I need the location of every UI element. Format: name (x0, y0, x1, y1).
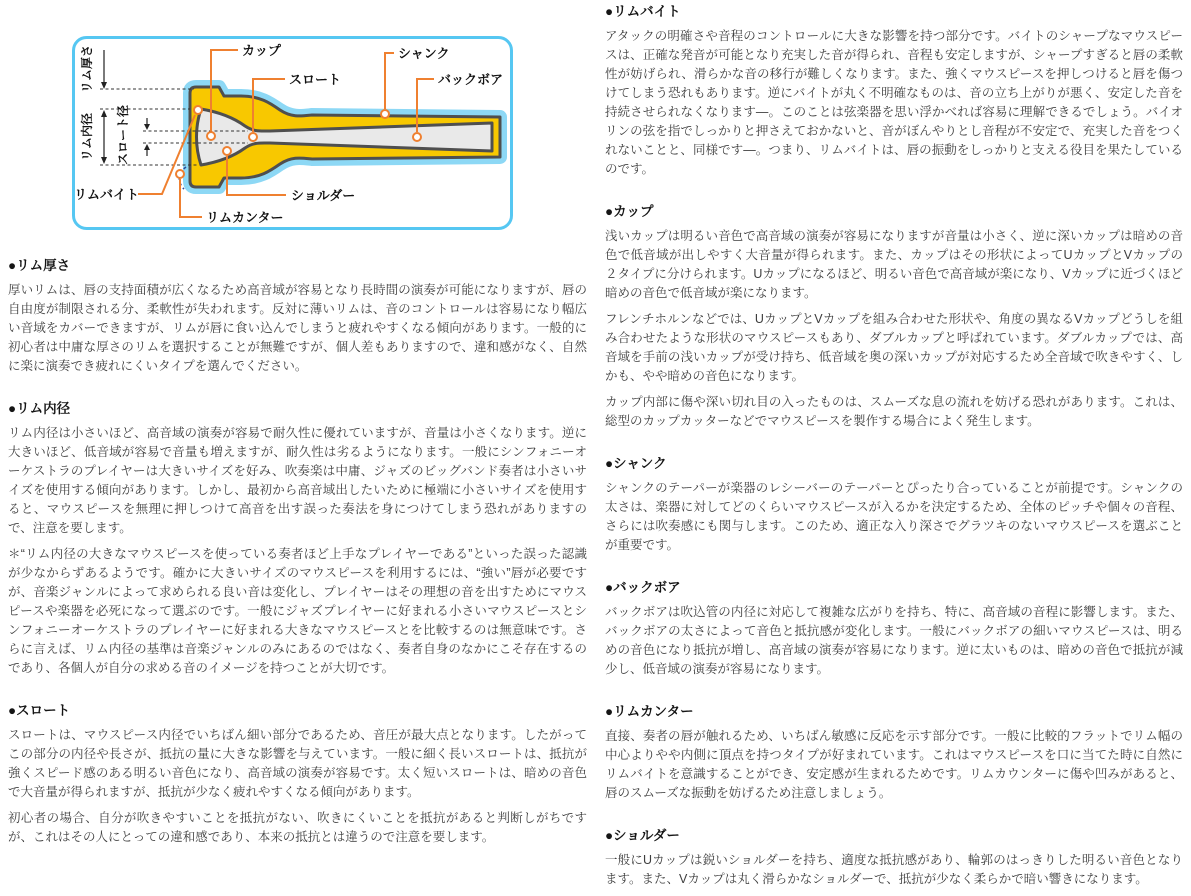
rim-thickness-label: リム厚さ (80, 44, 94, 94)
mouthpiece-diagram (72, 36, 513, 230)
section-paragraph: スロートは、マウスピース内径でいちばん細い部分であるため、音圧が最大点となります。したがってこの部分の内径や長さが、抵抗の量に大きな影響を与えています。一般に細く長いスロートは、抵抗が強くスピード感のある明るい音色になり、高音域の演奏が容易です。太く短いスロートは、暗めの音色で大音量が得られますが、抵抗が少なく疲れやすくなる傾向があります。 (8, 728, 587, 799)
section-backbore (605, 580, 1183, 679)
shank-label: シャンク (398, 46, 450, 61)
rim-counter-label: リムカンター (206, 210, 284, 225)
rim-inner-diameter-label: リム内径 (80, 112, 94, 162)
section-shank (605, 456, 1183, 555)
throat-label: スロート (289, 72, 342, 87)
section-paragraph: 厚いリムは、唇の支持面積が広くなるため高音域が容易となり長時間の演奏が可能になりますが、唇の自由度が制限される分、柔軟性が失われます。反対に薄いリムは、音のコントロールは容易になり幅広い音域をカバーできますが、リムが唇に食い込んでしまうと疲れやすくなる傾向があります。一般的に初心者は中庸な厚さのリムを選択することが無難ですが、個人差もありますので、違和感がなく、自然に楽に演奏でき疲れにくいタイプを選んでください。 (8, 283, 587, 373)
section-heading: ●カップ (605, 204, 654, 219)
section-paragraph: 直接、奏者の唇が触れるため、いちばん敏感に反応を示す部分です。一般に比較的フラットでリム幅の中心よりやや内側に頂点を持つタイプが好まれています。これはマウスピースを口に当てた時に自然にリムバイトを意識することができ、安定感が生まれるためです。リムカウンターに傷や凹みがあると、唇のスムーズな振動を妨げるため注意しましょう。 (605, 729, 1183, 800)
section-heading: ●リム厚さ (8, 258, 71, 273)
section-throat (8, 703, 587, 847)
section-heading: ●シャンク (605, 456, 667, 471)
section-cup (605, 204, 1183, 431)
section-paragraph: バックボアは吹込管の内径に対応して複雑な広がりを持ち、特に、高音域の音程に影響します。また、バックボアの太さによって音色と抵抗感が変化します。一般にバックボアの細いマウスピースは、明るめの音色になり抵抗が増し、高音域の演奏が容易になります。逆に太いものは、暗めの音色で抵抗が減少し、低音域の演奏が容易になります。 (605, 605, 1183, 676)
section-rim-thickness (8, 258, 587, 376)
section-paragraph: 浅いカップは明るい音色で高音域の演奏が容易になりますが音量は小さく、逆に深いカップは暗めの音色で低音域が出しやすく大音量が得られます。また、カップはその形状によってUカップとVカップの２タイプに分けられます。Uカップになるほど、明るい音色で高音域が楽になり、Vカップに近づくほど暗めの音色で低音域が楽になります。 (605, 229, 1183, 300)
shoulder-label: ショルダー (291, 188, 356, 203)
section-paragraph: 一般にUカップは鋭いショルダーを持ち、適度な抵抗感があり、輪郭のはっきりした明るい音色となります。また、Vカップは丸く滑らかなショルダーで、抵抗が少なく柔らかで暗い響きになります。 (605, 853, 1183, 886)
cup-label: カップ (242, 43, 281, 58)
section-heading: ●バックボア (605, 580, 681, 595)
section-shoulder (605, 828, 1183, 889)
section-heading: ●リム内径 (8, 401, 71, 416)
section-heading: ●スロート (8, 703, 71, 718)
section-rim-inner-diameter (8, 401, 587, 678)
section-paragraph: ＊“リム内径の大きなマウスピースを使っている奏者ほど上手なプレイヤーである”といった誤った認識が少なからずあるようです。確かに大きいサイズのマウスピースを利用するには、“強い”唇が必要ですが、音楽ジャンルによって求められる良い音は変化し、プレイヤーはその理想の音を出すためにマウスピースや楽器を必死になって選ぶのです。一般にジャズプレイヤーに好まれる小さいマウスピースとシンフォニーオーケストラのプレイヤーに好まれる大きなマウスピースとを比較するのは無意味です。さらに言えば、リム内径の基準は音楽ジャンルのみにあるのではなく、奏者自身のなかにこそ存在するのであり、各個人が自分の求める音のイメージを持つことが大切です。 (8, 547, 587, 675)
section-heading: ●リムカンター (605, 704, 694, 719)
backbore-label: バックボア (438, 72, 504, 87)
section-paragraph: リム内径は小さいほど、高音域の演奏が容易で耐久性に優れていますが、音量は小さくなります。逆に大きいほど、低音域が容易で音量も増えますが、耐久性は劣るようになります。一般にシンフォニーオーケストラのプレイヤーは大きいサイズを好み、吹奏楽は中庸、ジャズのビッグバンド奏者は小さいサイズを使用する傾向があります。しかし、最初から高音域出したいために極端に小さいサイズを使用すると、マウスピースを無理に押しつけて高音を出す誤った奏法を身につけてしまう恐れがありますので、注意を要します。 (8, 426, 587, 535)
rim-bite-label: リムバイト (74, 187, 140, 202)
section-heading: ●ショルダー (605, 828, 680, 843)
throat-diameter-label: スロート径 (116, 104, 130, 166)
section-paragraph: シャンクのテーパーが楽器のレシーバーのテーパーとぴったり合っていることが前提です。シャンクの太さは、楽器に対してどのくらいマウスピースが入るかを決定するため、全体のピッチや個々の音程、さらには吹奏感にも関与します。このため、適正な入り深さでグラツキのないマウスピースを選ぶことが重要です。 (605, 481, 1183, 552)
section-rim-counter (605, 704, 1183, 803)
section-heading: ●リムバイト (605, 4, 681, 19)
section-paragraph: カップ内部に傷や深い切れ目の入ったものは、スムーズな息の流れを妨げる恐れがあります。これは、総型のカップカッターなどでマウスピースを製作する場合によく発生します。 (605, 395, 1183, 428)
section-paragraph: 初心者の場合、自分が吹きやすいことを抵抗がない、吹きにくいことを抵抗があると判断しがちですが、これはその人にとっての違和感であり、本来の抵抗とは違うので注意を要します。 (8, 811, 587, 844)
mouthpiece-diagram-svg (72, 36, 513, 230)
section-paragraph: フレンチホルンなどでは、UカップとVカップを組み合わせた形状や、角度の異なるVカップどうしを組み合わせたような形状のマウスピースもあり、ダブルカップと呼ばれています。ダブルカップでは、高音域を手前の浅いカップが受け持ち、低音域を奥の深いカップが対応するため全音域で吹きやすく、しかも、やや暗めの音色になります。 (605, 312, 1183, 383)
section-rim-bite (605, 4, 1183, 179)
section-paragraph: アタックの明確さや音程のコントロールに大きな影響を持つ部分です。バイトのシャープなマウスピースは、正確な発音が可能となり充実した音が得られ、音程も安定しますが、シャープすぎると唇の柔軟性が妨げられ、滑らかな音の移行が難しくなります。また、強くマウスピースを押しつけると唇を傷つけてしまう恐れもあります。逆にバイトが丸く不明確なものは、音の立ち上がりが悪く、安定した音を持続させられなくなります―。このことは弦楽器を思い浮かべれば容易に理解できるでしょう。バイオリンの弦を指でしっかりと押さえておかないと、音がぼんやりとし音程が不安定で、充実した音をつくれないことと、同様です―。つまり、リムバイトは、唇の振動をしっかりと支える役目を果たしているのです。 (605, 29, 1183, 176)
right-column (597, 0, 1191, 896)
